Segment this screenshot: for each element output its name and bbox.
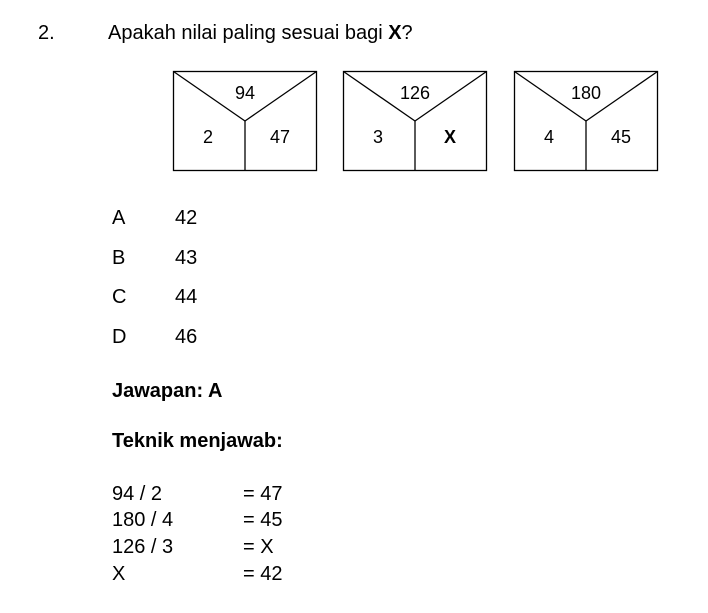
option-c-value: 44 [175,286,198,308]
technique-heading: Teknik menjawab: [112,430,283,452]
number-box-2 [343,71,487,171]
number-box-3 [514,71,658,171]
working-result: = 45 [243,509,283,531]
box-right-value: 47 [269,127,291,147]
working-result: = X [243,536,274,558]
answer-text: Jawapan: A [112,380,223,402]
question-text-end: ? [401,22,413,44]
question-variable: X [388,22,402,44]
working-result: = 47 [243,483,283,505]
box-top-value: 126 [399,83,431,103]
option-a-value: 42 [175,207,198,229]
box-top-value: 94 [234,83,256,103]
option-b-letter: B [112,247,126,269]
box-right-value: 45 [610,127,632,147]
option-d-value: 46 [175,326,198,348]
option-c-letter: C [112,286,127,308]
box-left-value: 3 [372,127,383,147]
option-a-letter: A [112,207,126,229]
number-box-1 [173,71,317,171]
box-left-value: 2 [202,127,213,147]
box-top-value: 180 [570,83,602,103]
working-result: = 42 [243,563,283,585]
question-text-start: Apakah nilai paling sesuai bagi [108,22,389,44]
working-expression: X [112,563,126,585]
option-d-letter: D [112,326,127,348]
working-expression: 126 / 3 [112,536,174,558]
box-left-value: 4 [543,127,554,147]
working-expression: 94 / 2 [112,483,163,505]
box-right-value: X [443,127,456,147]
question-number: 2. [38,22,55,44]
option-b-value: 43 [175,247,198,269]
working-expression: 180 / 4 [112,509,174,531]
question-text [108,22,413,45]
